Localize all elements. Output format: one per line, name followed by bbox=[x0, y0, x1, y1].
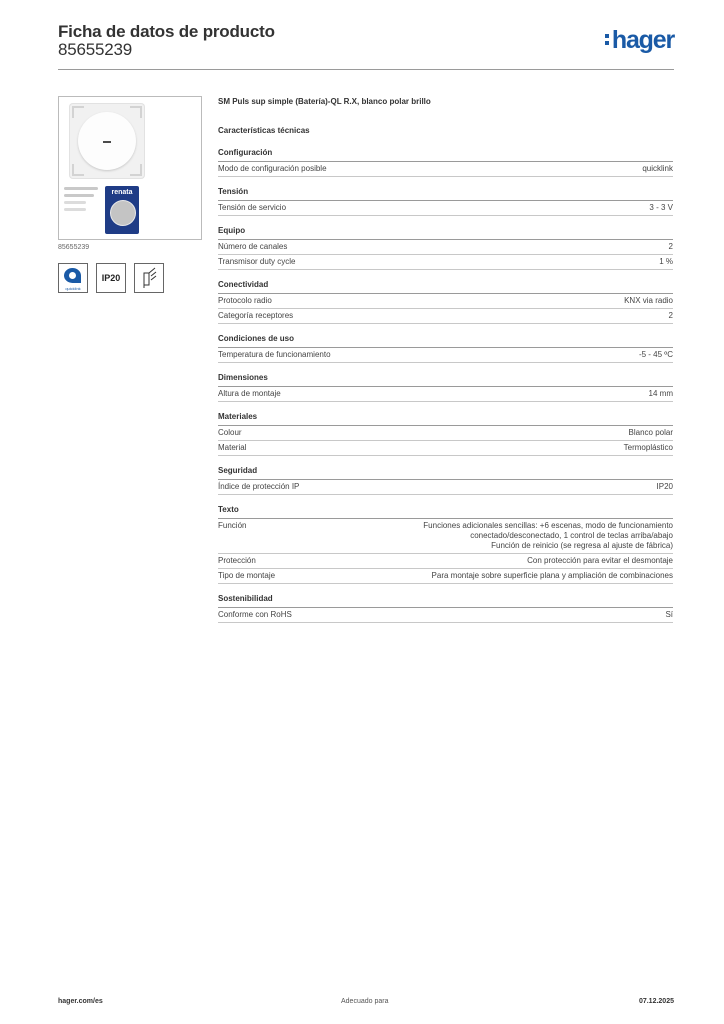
spec-value: Blanco polar bbox=[628, 428, 673, 437]
spec-row bbox=[218, 309, 673, 324]
spec-row bbox=[218, 240, 673, 255]
battery-brand: renata bbox=[111, 189, 133, 196]
quicklink-badge-text: quicklink bbox=[65, 286, 81, 291]
section-title: Texto bbox=[218, 505, 673, 519]
section-title: Conectividad bbox=[218, 280, 673, 294]
rocker-button-illustration bbox=[78, 112, 136, 170]
spec-row bbox=[218, 608, 673, 623]
spec-row bbox=[218, 554, 673, 569]
spec-section-conectividad bbox=[218, 280, 673, 324]
hager-logo bbox=[605, 26, 674, 54]
spec-label: Tipo de montaje bbox=[218, 571, 276, 580]
spec-row bbox=[218, 519, 673, 554]
spec-row bbox=[218, 162, 673, 177]
spec-label: Tensión de servicio bbox=[218, 203, 287, 212]
spec-row bbox=[218, 441, 673, 456]
section-title: Sostenibilidad bbox=[218, 594, 673, 608]
footer-date: 07.12.2025 bbox=[638, 998, 674, 1005]
spec-value: -5 - 45 ºC bbox=[638, 350, 673, 359]
ip20-badge bbox=[96, 263, 126, 293]
logo-text: hager bbox=[611, 26, 674, 54]
spec-label: Número de canales bbox=[218, 242, 288, 251]
specifications-column bbox=[218, 96, 673, 623]
logo-dots-icon bbox=[605, 31, 610, 47]
footer-website-link[interactable]: hager.com/es bbox=[58, 998, 103, 1005]
spec-section-dimensiones bbox=[218, 373, 673, 402]
section-title: Configuración bbox=[218, 148, 673, 162]
spec-value: IP20 bbox=[656, 482, 673, 491]
section-title: Materiales bbox=[218, 412, 673, 426]
spec-row bbox=[218, 569, 673, 584]
spec-value: KNX via radio bbox=[624, 296, 673, 305]
spec-row bbox=[218, 348, 673, 363]
spec-section-condiciones-de-uso bbox=[218, 334, 673, 363]
spec-value: Sí bbox=[665, 610, 673, 619]
spec-section-materiales bbox=[218, 412, 673, 456]
switch-plate-illustration bbox=[69, 103, 145, 179]
spec-value: quicklink bbox=[642, 164, 673, 173]
section-title: Tensión bbox=[218, 187, 673, 201]
spec-value: Funciones adicionales sencillas: +6 escenas, modo de funcionamiento conectado/desconectado, 1 control de teclas arriba/abajo Función de reinicio (se regresa al ajuste de fábrica) bbox=[423, 521, 673, 550]
coin-cell-icon bbox=[110, 200, 136, 226]
spec-row bbox=[218, 426, 673, 441]
spec-value: 2 bbox=[668, 311, 673, 320]
spec-value: Termoplástico bbox=[623, 443, 673, 452]
spec-value: 1 % bbox=[659, 257, 673, 266]
document-number: 85655239 bbox=[58, 40, 133, 59]
screws-illustration bbox=[64, 185, 100, 217]
section-title: Seguridad bbox=[218, 466, 673, 480]
technical-characteristics-heading: Características técnicas bbox=[218, 126, 310, 135]
quicklink-icon bbox=[64, 268, 81, 283]
spec-value: 14 mm bbox=[648, 389, 673, 398]
spec-label: Protección bbox=[218, 556, 256, 565]
surface-mounting-icon bbox=[134, 263, 164, 293]
product-title: SM Puls sup simple (Batería)-QL R.X, blanco polar brillo bbox=[218, 97, 431, 106]
spec-label: Temperatura de funcionamiento bbox=[218, 350, 331, 359]
feature-badges bbox=[58, 263, 202, 293]
spec-section-configuracion bbox=[218, 148, 673, 177]
header-divider bbox=[58, 69, 674, 70]
spec-label: Colour bbox=[218, 428, 242, 437]
document-title: Ficha de datos de producto bbox=[58, 22, 275, 41]
spec-section-equipo bbox=[218, 226, 673, 270]
section-title: Condiciones de uso bbox=[218, 334, 673, 348]
spec-section-seguridad bbox=[218, 466, 673, 495]
section-title: Dimensiones bbox=[218, 373, 673, 387]
ip20-badge-label: IP20 bbox=[101, 273, 121, 283]
spec-value: 3 - 3 V bbox=[649, 203, 673, 212]
spec-label: Protocolo radio bbox=[218, 296, 272, 305]
spec-row bbox=[218, 294, 673, 309]
spec-value: 2 bbox=[668, 242, 673, 251]
spec-label: Material bbox=[218, 443, 247, 452]
spec-row bbox=[218, 480, 673, 495]
section-title: Equipo bbox=[218, 226, 673, 240]
quicklink-badge bbox=[58, 263, 88, 293]
battery-pack-illustration bbox=[105, 186, 139, 234]
product-image bbox=[58, 96, 202, 240]
spec-label: Modo de configuración posible bbox=[218, 164, 327, 173]
spec-label: Altura de montaje bbox=[218, 389, 281, 398]
spec-value: Para montaje sobre superficie plana y ampliación de combinaciones bbox=[431, 571, 673, 580]
left-column bbox=[58, 96, 202, 293]
footer-suitable-for: Adecuado para bbox=[341, 998, 389, 1005]
spec-row bbox=[218, 201, 673, 216]
spec-label: Transmisor duty cycle bbox=[218, 257, 296, 266]
spec-section-texto bbox=[218, 505, 673, 584]
image-product-number: 85655239 bbox=[58, 244, 90, 251]
spec-value: Con protección para evitar el desmontaje bbox=[527, 556, 673, 565]
spec-label: Índice de protección IP bbox=[218, 482, 300, 491]
page-header bbox=[58, 20, 674, 68]
spec-label: Conforme con RoHS bbox=[218, 610, 292, 619]
page-footer bbox=[58, 998, 674, 1010]
spec-label: Categoría receptores bbox=[218, 311, 294, 320]
spec-row bbox=[218, 387, 673, 402]
spec-row bbox=[218, 255, 673, 270]
spec-section-tension bbox=[218, 187, 673, 216]
spec-label: Función bbox=[218, 521, 247, 530]
spec-section-sostenibilidad bbox=[218, 594, 673, 623]
